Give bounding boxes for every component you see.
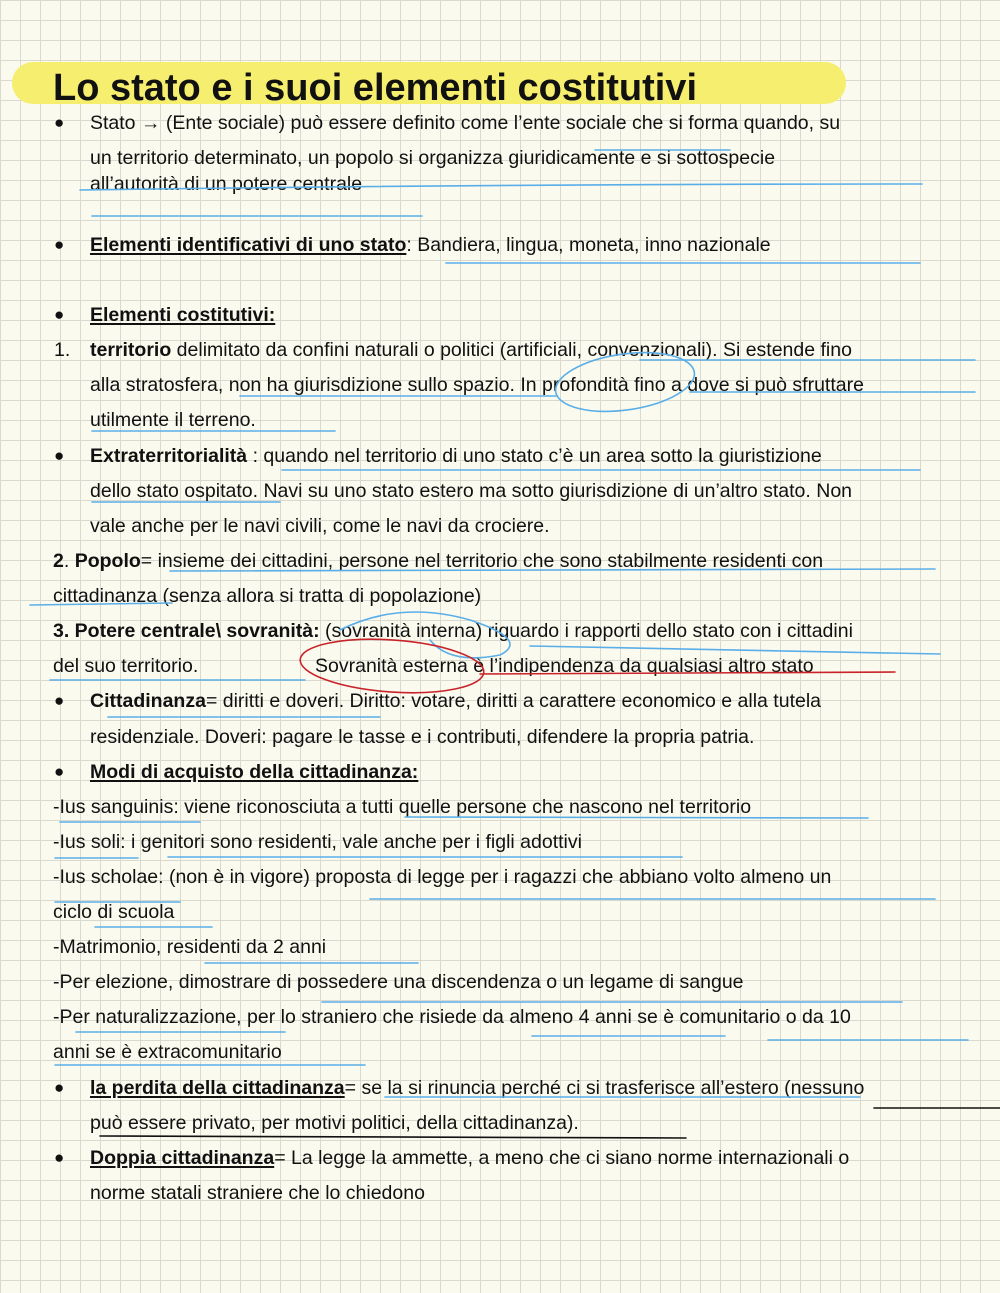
cittadinanza-line-1 (90, 689, 821, 713)
identificativi-text: : Bandiera, lingua, moneta, inno nazionale (406, 234, 771, 256)
identificativi-line (90, 233, 771, 257)
perdita-label: la perdita della cittadinanza (90, 1077, 345, 1099)
modi-item: -Per naturalizzazione, per lo straniero che risiede da almeno 4 anni se è comunitario o da 10 (53, 1006, 851, 1028)
doppia-line-2: norme statali straniere che lo chiedono (90, 1182, 425, 1204)
list-number: 1. (54, 339, 71, 361)
potere-line-2b: Sovranità esterna è l’indipendenza da qualsiasi altro stato (315, 655, 814, 677)
doppia-line-1 (90, 1146, 849, 1170)
perdita-line-1 (90, 1076, 864, 1100)
underline-stroke (530, 646, 940, 654)
modi-item: anni se è extracomunitario (53, 1041, 282, 1063)
modi-item: ciclo di scuola (53, 901, 175, 923)
costitutivi-label: Elementi costitutivi: (90, 304, 276, 326)
bullet: ● (54, 446, 65, 465)
perdita-text: = se la si rinuncia perché ci si trasferisce all’estero (nessuno (344, 1077, 865, 1099)
modi-heading (90, 760, 418, 784)
modi-label: Modi di acquisto della cittadinanza: (90, 761, 419, 783)
cittadinanza-line-2: residenziale. Doveri: pagare le tasse e i contributi, difendere la propria patria. (90, 726, 755, 748)
popolo-label: Popolo (74, 550, 141, 572)
extra-label: Extraterritorialità (90, 445, 248, 467)
bullet: ● (54, 762, 65, 781)
territorio-text: delimitato da confini naturali o politici (artificiali, convenzionali). Si estende fino (171, 339, 852, 361)
doppia-label: Doppia cittadinanza (90, 1147, 275, 1169)
identificativi-label: Elementi identificativi di uno stato (90, 234, 407, 256)
stato-line-2: un territorio determinato, un popolo si organizza giuridicamente e si sottospecie (90, 147, 776, 169)
modi-item: -Per elezione, dimostrare di possedere una discendenza o un legame di sangue (53, 971, 744, 993)
cittadinanza-label: Cittadinanza (90, 690, 206, 712)
modi-item: -Matrimonio, residenti da 2 anni (53, 936, 327, 958)
perdita-line-2: può essere privato, per motivi politici, della cittadinanza). (90, 1112, 579, 1134)
potere-text: (sovranità interna) riguardo i rapporti dello stato con i cittadini (319, 620, 853, 642)
potere-label: 3. Potere centrale\ sovranità: (53, 620, 320, 642)
stato-line-3: all’autorità di un potere centrale (90, 173, 363, 195)
territorio-label: territorio (90, 339, 172, 361)
territorio-line-1 (90, 338, 852, 362)
bullet: ● (54, 1078, 65, 1097)
modi-item: -Ius scholae: (non è in vigore) proposta di legge per i ragazzi che abbiano volto almeno un (53, 866, 832, 888)
costitutivi-heading (90, 303, 275, 327)
cittadinanza-text: = diritti e doveri. Diritto: votare, diritti a carattere economico e alla tutela (205, 690, 822, 712)
extra-text: : quando nel territorio di uno stato c’è un area sotto la giuristizione (247, 445, 822, 467)
bullet: ● (54, 1148, 65, 1167)
underline-stroke (100, 1136, 686, 1138)
popolo-line-2: cittadinanza (senza allora si tratta di popolazione) (53, 585, 482, 607)
potere-line-1 (53, 619, 853, 643)
bullet: ● (54, 305, 65, 324)
territorio-line-3: utilmente il terreno. (90, 409, 256, 431)
territorio-line-2: alla stratosfera, non ha giurisdizione sullo spazio. In profondità fino a dove si può sfruttare (90, 374, 864, 396)
extra-line-3: vale anche per le navi civili, come le navi da crociere. (90, 515, 550, 537)
extra-line-2: dello stato ospitato. Navi su uno stato estero ma sotto giurisdizione di un’altro stato. Non (90, 480, 853, 502)
popolo-number: 2 (53, 550, 64, 572)
doppia-text: = La legge la ammette, a meno che ci siano norme internazionali o (274, 1147, 850, 1169)
bullet: ● (54, 113, 65, 132)
stato-line-1: Stato → (Ente sociale) può essere definito come l’ente sociale che si forma quando, su (90, 112, 841, 134)
bullet: ● (54, 235, 65, 254)
modi-item: -Ius sanguinis: viene riconosciuta a tutti quelle persone che nascono nel territorio (53, 796, 752, 818)
bullet: ● (54, 691, 65, 710)
modi-item: -Ius soli: i genitori sono residenti, vale anche per i figli adottivi (53, 831, 582, 853)
extra-line-1 (90, 444, 822, 468)
potere-line-2a: del suo territorio. (53, 655, 199, 677)
page-title: Lo stato e i suoi elementi costitutivi (53, 67, 697, 109)
popolo-line-1: 2. Popolo= insieme dei cittadini, persone nel territorio che sono stabilmente residenti con (53, 550, 824, 572)
popolo-text: = insieme dei cittadini, persone nel territorio che sono stabilmente residenti con (140, 550, 824, 572)
